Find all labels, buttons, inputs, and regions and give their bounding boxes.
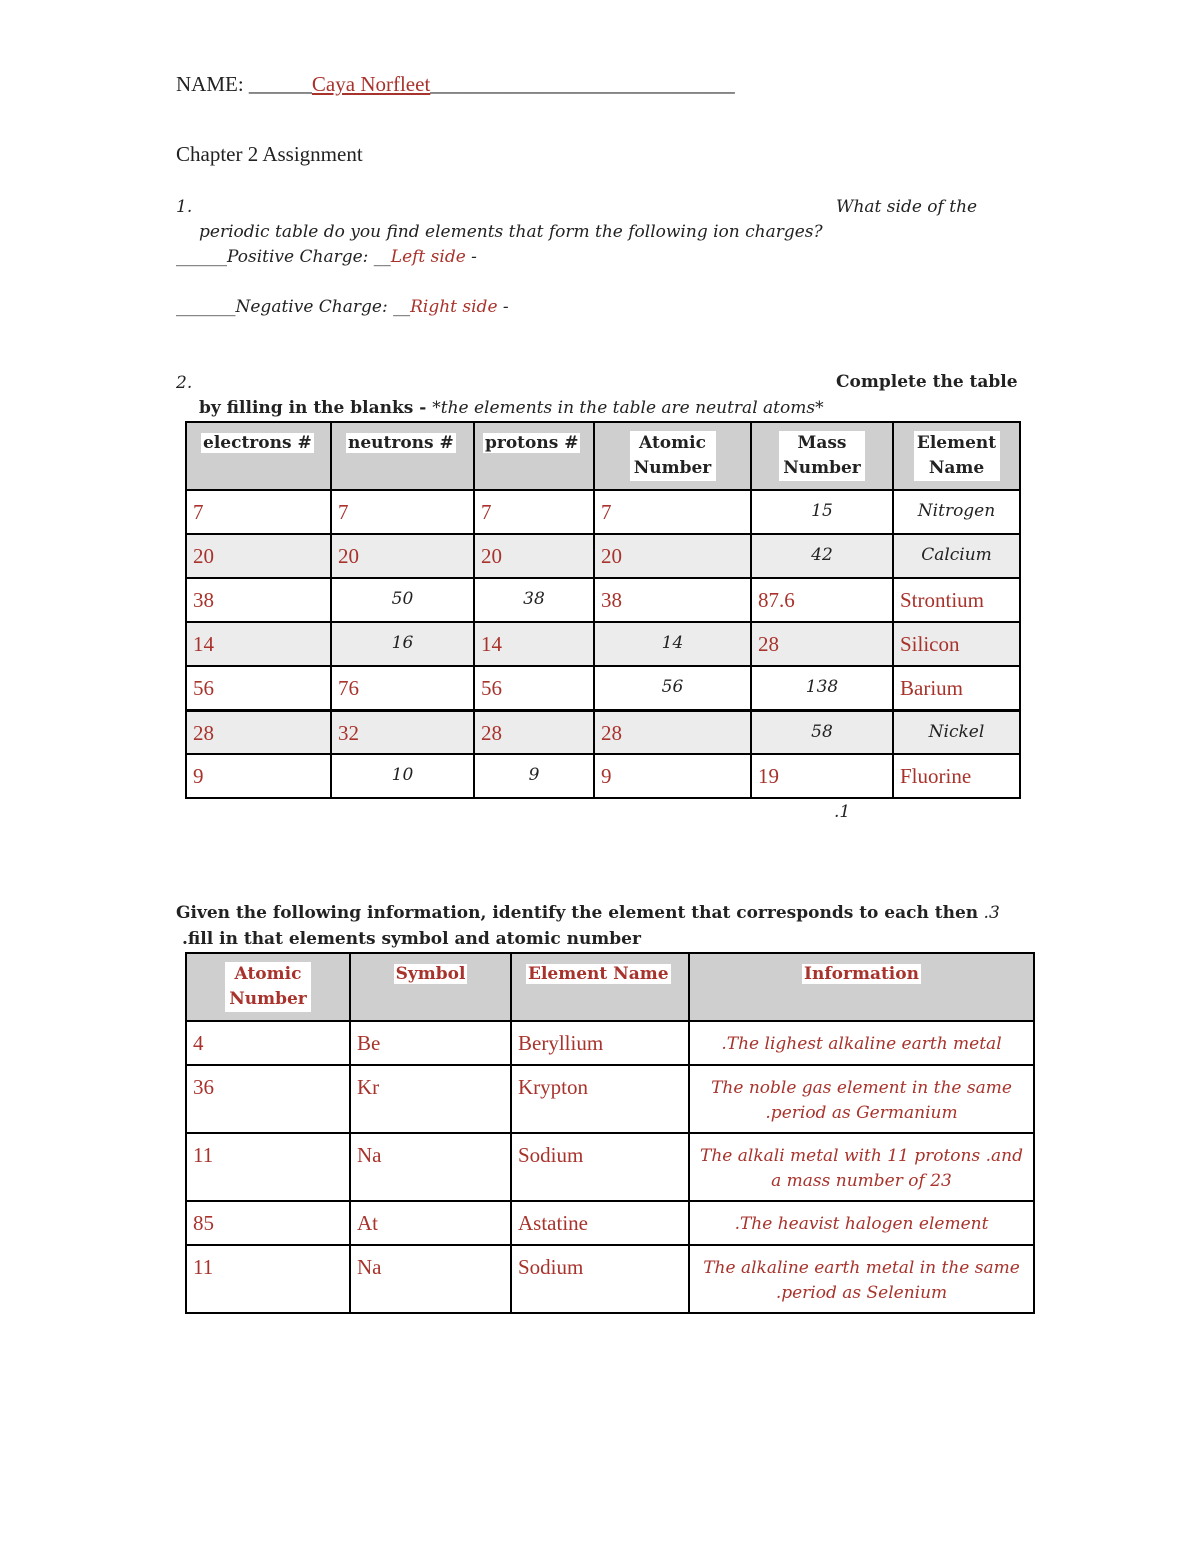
cell-information[interactable]: The alkali metal with 11 protons .and a mass number of 23: [689, 1133, 1034, 1201]
cell-neutrons[interactable]: 20: [331, 534, 474, 578]
name-suffix-line: _____________________________: [430, 72, 735, 96]
q2-instruction-line1: Complete the table: [836, 372, 1018, 392]
positive-tail: -: [465, 247, 477, 267]
cell-protons[interactable]: 7: [474, 490, 594, 534]
positive-label: Positive Charge: __: [227, 247, 391, 267]
q3-instruction-line1: [176, 903, 1000, 923]
cell-element-name[interactable]: Fluorine: [893, 754, 1020, 798]
q2-instruction-italic: *the elements in the table are neutral atoms*: [432, 398, 824, 418]
cell-mass-number[interactable]: 28: [751, 622, 893, 666]
cell-element-name: Nickel: [893, 710, 1020, 754]
cell-atomic-number[interactable]: 85: [186, 1201, 350, 1245]
cell-neutrons: 10: [331, 754, 474, 798]
cell-electrons[interactable]: 28: [186, 710, 331, 754]
header-information: Information: [689, 953, 1034, 1021]
name-prefix-line: ______: [248, 72, 312, 96]
cell-electrons[interactable]: 20: [186, 534, 331, 578]
header-neutrons: neutrons #: [331, 422, 474, 490]
cell-symbol[interactable]: Kr: [350, 1065, 511, 1133]
cell-element-name[interactable]: Barium: [893, 666, 1020, 710]
table-row: [186, 666, 1020, 710]
table-row: [186, 622, 1020, 666]
cell-neutrons: 50: [331, 578, 474, 622]
negative-blank: _______: [176, 297, 236, 317]
cell-protons[interactable]: 28: [474, 710, 594, 754]
cell-information[interactable]: .The heavist halogen element: [689, 1201, 1034, 1245]
q3-instruction-line2: .fill in that elements symbol and atomic number: [182, 929, 641, 949]
cell-information[interactable]: The alkaline earth metal in the same .period as Selenium: [689, 1245, 1034, 1313]
cell-protons[interactable]: 56: [474, 666, 594, 710]
cell-atomic-number: 56: [594, 666, 751, 710]
cell-atomic-number[interactable]: 11: [186, 1245, 350, 1313]
cell-element-name[interactable]: Sodium: [511, 1245, 689, 1313]
table-row: [186, 578, 1020, 622]
q2-number: 2.: [176, 373, 193, 393]
table-row: [186, 534, 1020, 578]
cell-atomic-number[interactable]: 7: [594, 490, 751, 534]
elements-table: [185, 952, 1035, 1314]
name-line: [176, 72, 735, 97]
q1-question-line1: What side of the: [836, 197, 978, 217]
table-row: [186, 1133, 1034, 1201]
table-row: [186, 1065, 1034, 1133]
cell-protons[interactable]: 20: [474, 534, 594, 578]
cell-element-name[interactable]: Sodium: [511, 1133, 689, 1201]
cell-neutrons: 16: [331, 622, 474, 666]
header-symbol: Symbol: [350, 953, 511, 1021]
negative-answer[interactable]: Right side: [410, 297, 498, 317]
cell-information[interactable]: .The lighest alkaline earth metal: [689, 1021, 1034, 1065]
q2-instruction-line2: [199, 398, 824, 418]
table-row: [186, 710, 1020, 754]
header-mass-number: Mass Number: [751, 422, 893, 490]
cell-atomic-number[interactable]: 28: [594, 710, 751, 754]
cell-electrons[interactable]: 56: [186, 666, 331, 710]
table-row: [186, 1245, 1034, 1313]
cell-atomic-number[interactable]: 20: [594, 534, 751, 578]
q1-positive-line: [176, 247, 477, 267]
page-title: Chapter 2 Assignment: [176, 142, 363, 166]
positive-blank: ______: [176, 247, 227, 267]
cell-electrons[interactable]: 38: [186, 578, 331, 622]
cell-symbol[interactable]: Be: [350, 1021, 511, 1065]
cell-atomic-number[interactable]: 9: [594, 754, 751, 798]
cell-element-name[interactable]: Krypton: [511, 1065, 689, 1133]
cell-electrons[interactable]: 9: [186, 754, 331, 798]
cell-protons[interactable]: 14: [474, 622, 594, 666]
cell-electrons[interactable]: 7: [186, 490, 331, 534]
negative-tail: -: [497, 297, 509, 317]
header-element-name: Element Name: [511, 953, 689, 1021]
cell-symbol[interactable]: Na: [350, 1133, 511, 1201]
q3-number: .3: [978, 903, 1000, 923]
table-row: [186, 490, 1020, 534]
q3-instruction-text: Given the following information, identify the element that corresponds to each then: [176, 903, 979, 923]
cell-neutrons[interactable]: 76: [331, 666, 474, 710]
cell-atomic-number[interactable]: 36: [186, 1065, 350, 1133]
q2-footnote: .1: [834, 802, 851, 822]
cell-protons: 38: [474, 578, 594, 622]
cell-element-name[interactable]: Astatine: [511, 1201, 689, 1245]
cell-mass-number[interactable]: 19: [751, 754, 893, 798]
table-row: [186, 754, 1020, 798]
cell-mass-number: 138: [751, 666, 893, 710]
cell-element-name: Calcium: [893, 534, 1020, 578]
cell-mass-number: 15: [751, 490, 893, 534]
header-atomic-number: Atomic Number: [594, 422, 751, 490]
name-label: NAME:: [176, 72, 244, 96]
cell-neutrons[interactable]: 32: [331, 710, 474, 754]
atoms-table-header-row: [186, 422, 1020, 490]
cell-atomic-number[interactable]: 38: [594, 578, 751, 622]
q1-negative-line: [176, 297, 509, 317]
cell-atomic-number[interactable]: 11: [186, 1133, 350, 1201]
cell-atomic-number: 14: [594, 622, 751, 666]
cell-mass-number: 58: [751, 710, 893, 754]
negative-label: Negative Charge: __: [235, 297, 411, 317]
cell-information[interactable]: The noble gas element in the same .period as Germanium: [689, 1065, 1034, 1133]
cell-atomic-number[interactable]: 4: [186, 1021, 350, 1065]
cell-symbol[interactable]: At: [350, 1201, 511, 1245]
cell-mass-number: 42: [751, 534, 893, 578]
student-name[interactable]: Caya Norfleet: [311, 72, 431, 96]
header-protons: protons #: [474, 422, 594, 490]
cell-element-name[interactable]: Silicon: [893, 622, 1020, 666]
elements-table-header-row: [186, 953, 1034, 1021]
atoms-table: [185, 421, 1021, 799]
cell-element-name[interactable]: Beryllium: [511, 1021, 689, 1065]
table-row: [186, 1201, 1034, 1245]
cell-symbol[interactable]: Na: [350, 1245, 511, 1313]
cell-neutrons[interactable]: 7: [331, 490, 474, 534]
q1-question-line2: periodic table do you find elements that form the following ion charges?: [199, 222, 823, 242]
table-row: [186, 1021, 1034, 1065]
cell-protons: 9: [474, 754, 594, 798]
q1-number: 1.: [176, 197, 193, 217]
cell-mass-number[interactable]: 87.6: [751, 578, 893, 622]
cell-element-name: Nitrogen: [893, 490, 1020, 534]
q2-instruction-bold: by filling in the blanks -: [199, 398, 433, 418]
cell-electrons[interactable]: 14: [186, 622, 331, 666]
positive-answer[interactable]: Left side: [390, 247, 466, 267]
header-atomic-number: Atomic Number: [186, 953, 350, 1021]
header-electrons: electrons #: [186, 422, 331, 490]
cell-element-name[interactable]: Strontium: [893, 578, 1020, 622]
header-element-name: Element Name: [893, 422, 1020, 490]
